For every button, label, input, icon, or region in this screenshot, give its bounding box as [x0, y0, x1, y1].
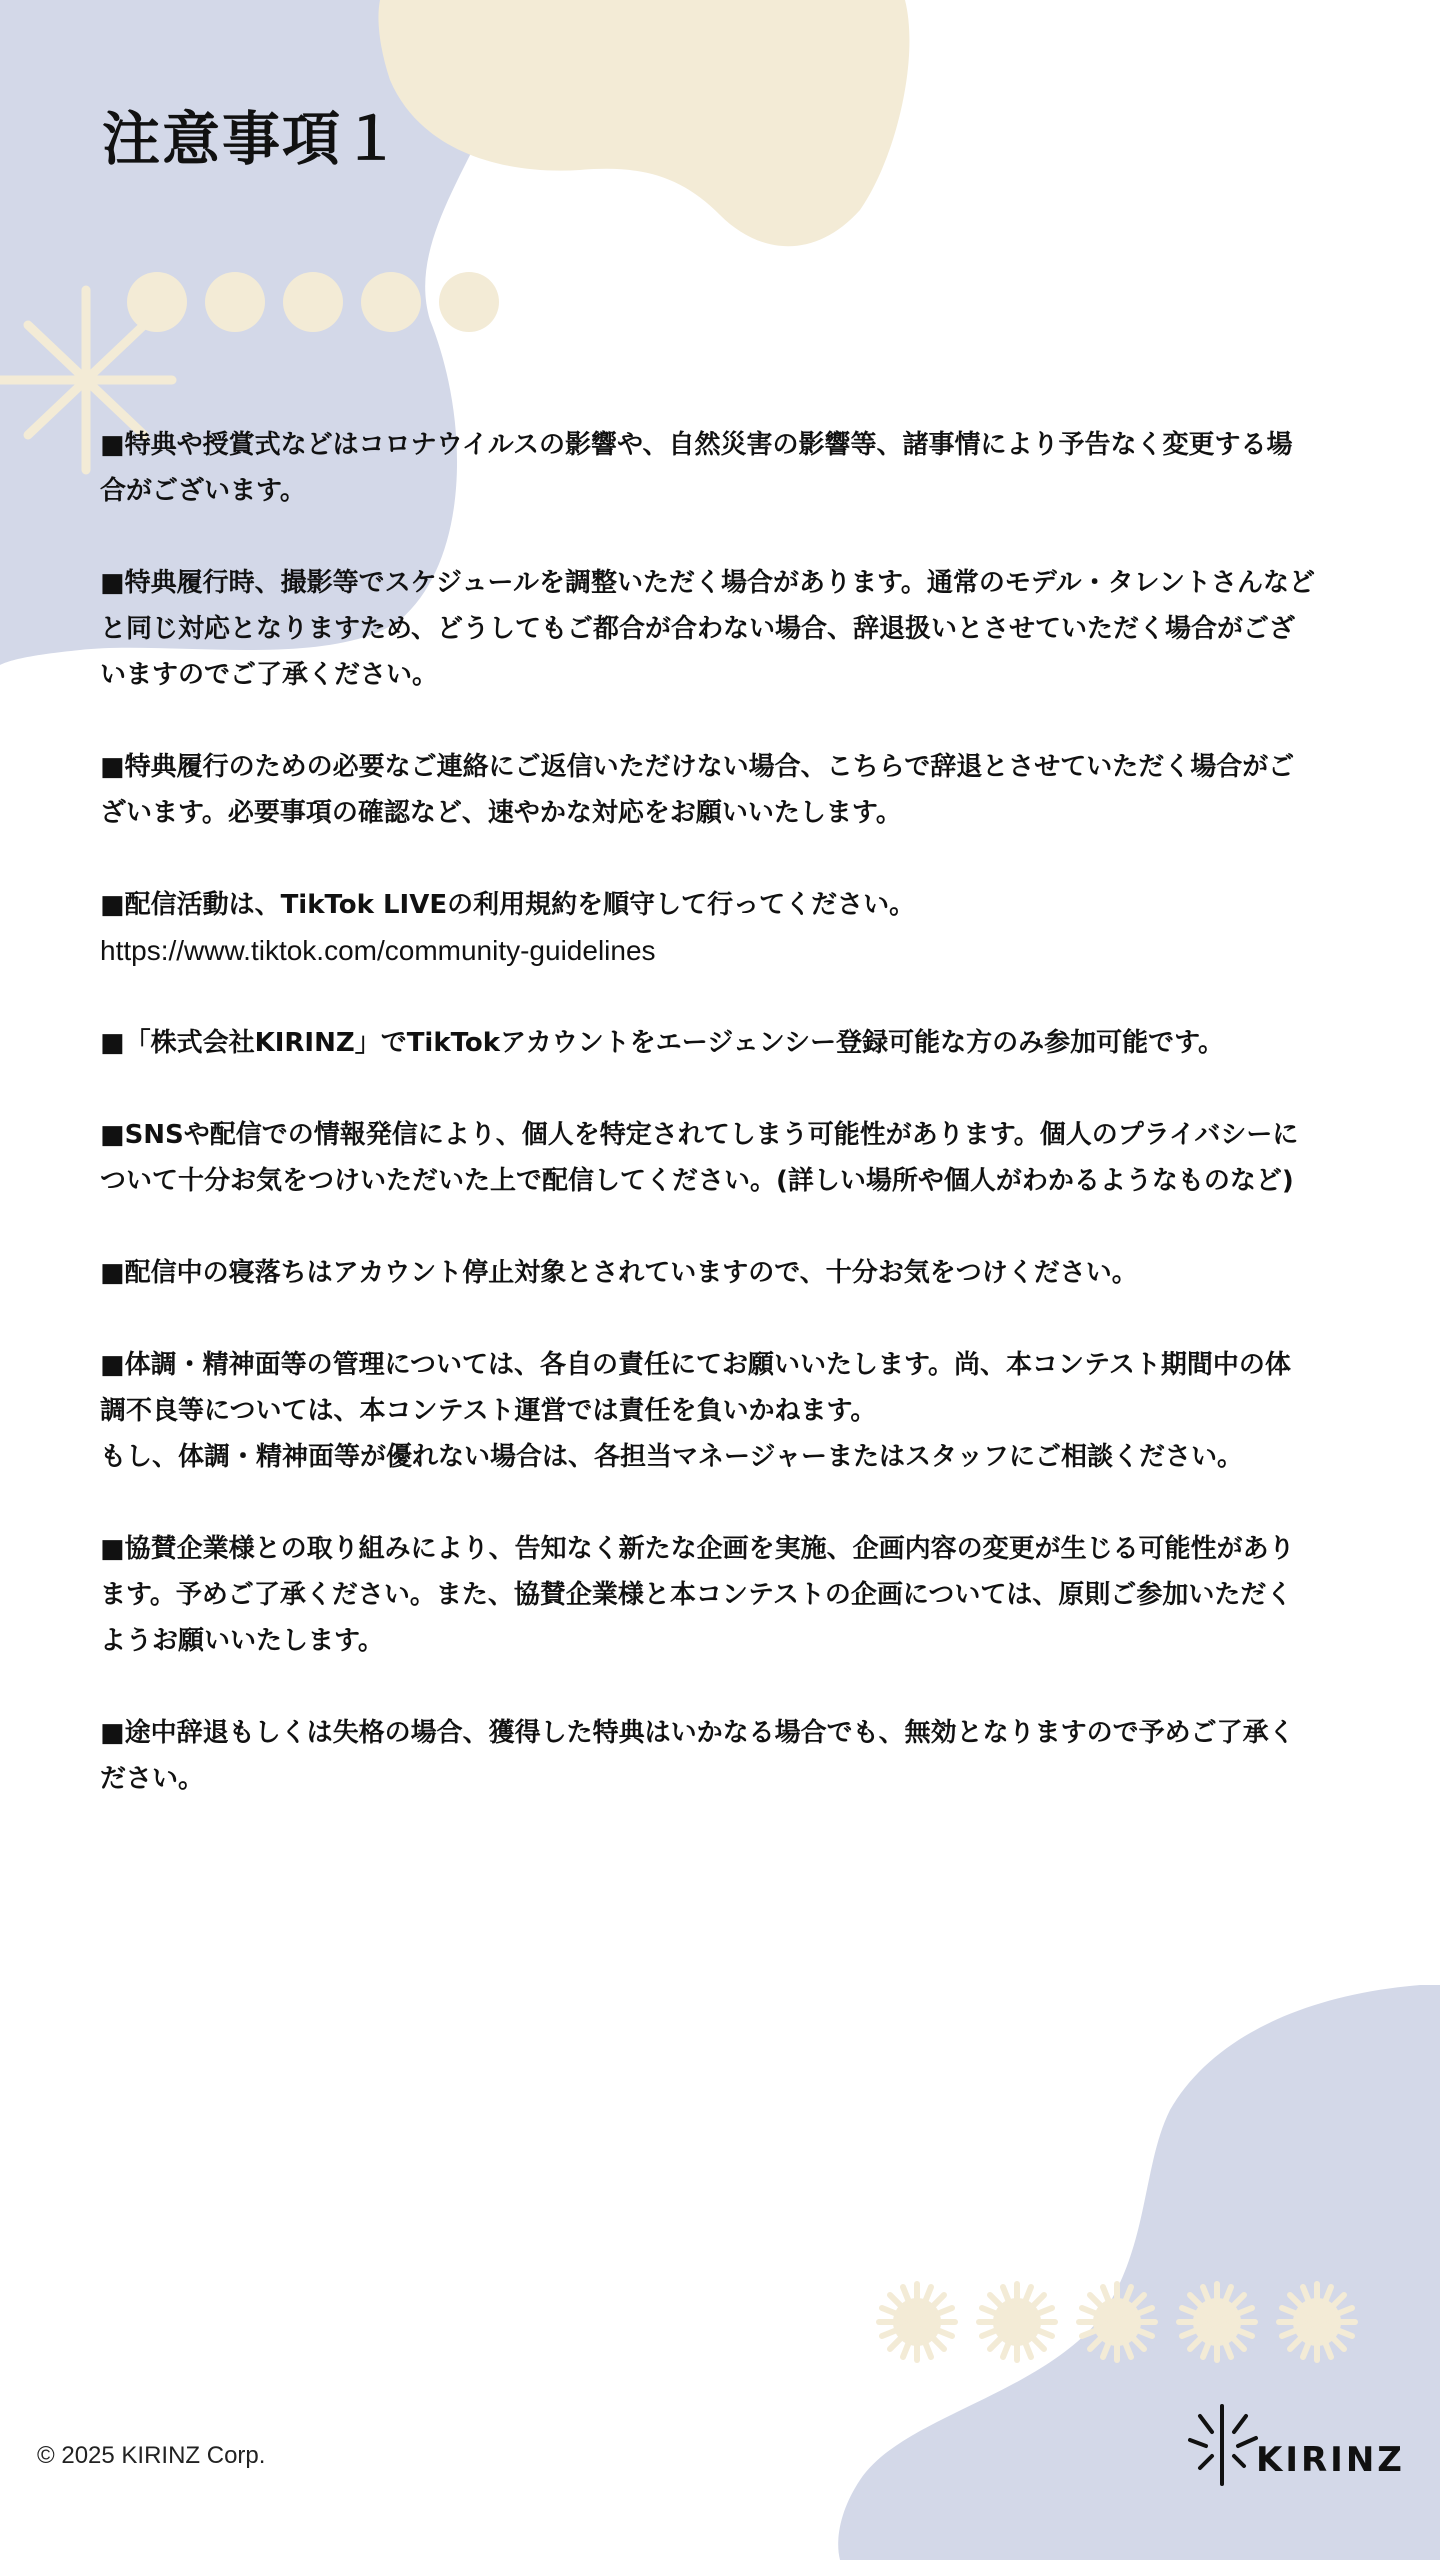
notice-item: ■特典履行のための必要なご連絡にご返信いただけない場合、こちらで辞退とさせていただく場合がございます。必要事項の確認など、速やかな対応をお願いいたします。	[100, 752, 1295, 828]
notice-item: ■配信中の寝落ちはアカウント停止対象とされていますので、十分お気をつけください。	[100, 1258, 1138, 1288]
kirinz-logo	[1186, 2402, 1405, 2488]
notice-item: ■途中辞退もしくは失格の場合、獲得した特典はいかなる場合でも、無効となりますので予めご了承ください。	[100, 1718, 1295, 1794]
logo-wordmark: KIRINZ	[1256, 2440, 1405, 2480]
copyright-text: © 2025 KIRINZ Corp.	[37, 2442, 266, 2469]
notice-item: ■特典や授賞式などはコロナウイルスの影響や、自然災害の影響等、諸事情により予告なく変更する場合がございます。	[100, 430, 1293, 506]
cream-blob-top	[378, 0, 909, 246]
notice-item: ■体調・精神面等の管理については、各自の責任にてお願いいたします。尚、本コンテスト期間中の体調不良等については、本コンテスト運営では責任を負いかねます。 もし、体調・精神面等が優れない場合は、各担当マネージャーまたはスタッフにご相談ください。	[100, 1350, 1291, 1472]
notice-item: ■配信活動は、TikTok LIVEの利用規約を順守して行ってください。 https://www.tiktok.com/community-guidelines	[100, 882, 1315, 974]
notice-list	[100, 422, 1315, 1848]
tiktok-guidelines-link[interactable]: https://www.tiktok.com/community-guidelines	[100, 935, 656, 966]
kirinz-sparkle-icon	[1186, 2402, 1266, 2488]
notice-item: ■「株式会社KIRINZ」でTikTokアカウントをエージェンシー登録可能な方のみ参加可能です。	[100, 1028, 1225, 1058]
page-title: 注意事項１	[102, 105, 403, 173]
notice-item: ■協賛企業様との取り組みにより、告知なく新たな企画を実施、企画内容の変更が生じる可能性があります。予めご了承ください。また、協賛企業様と本コンテストの企画については、原則ご参加いただくようお願いいたします。	[100, 1534, 1295, 1656]
notice-item: ■SNSや配信での情報発信により、個人を特定されてしまう可能性があります。個人のプライバシーについて十分お気をつけいただいた上で配信してください。(詳しい場所や個人がわかるようなものなど)	[100, 1120, 1299, 1196]
notice-item: ■特典履行時、撮影等でスケジュールを調整いただく場合があります。通常のモデル・タレントさんなどと同じ対応となりますため、どうしてもご都合が合わない場合、辞退扱いとさせていただく場合がございますのでご了承ください。	[100, 568, 1315, 690]
